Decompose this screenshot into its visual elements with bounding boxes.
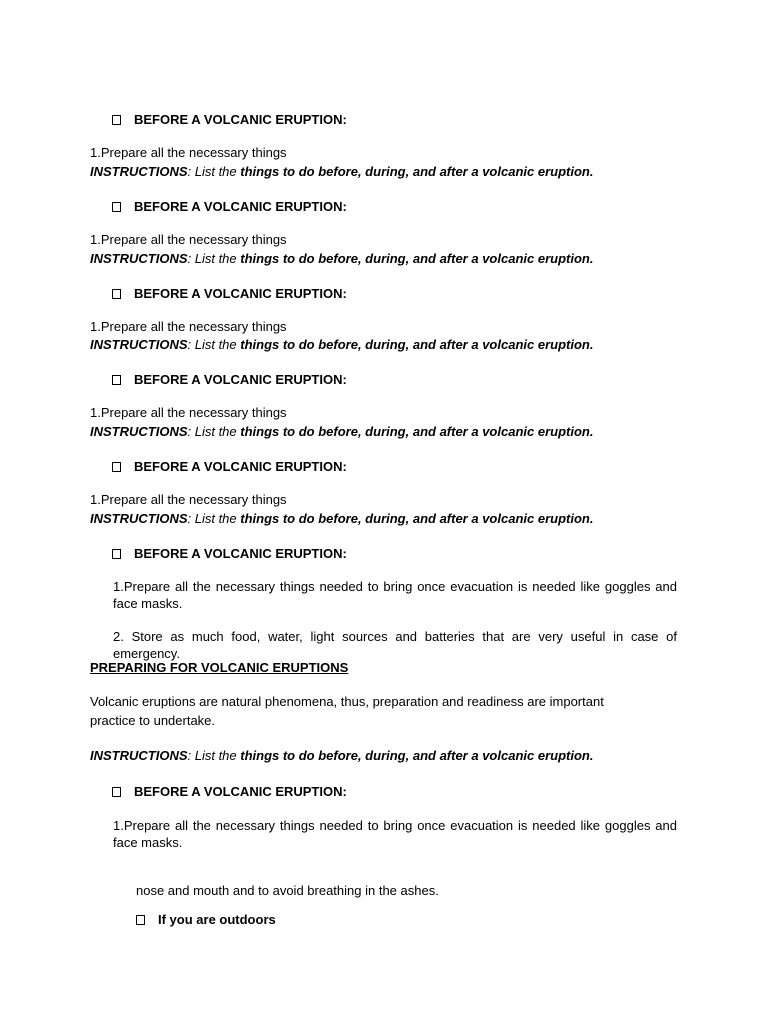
heading-text: If you are outdoors bbox=[158, 912, 276, 927]
checkbox-icon bbox=[112, 787, 121, 797]
section-heading bbox=[112, 199, 347, 214]
heading-text: BEFORE A VOLCANIC ERUPTION: bbox=[134, 546, 347, 561]
heading-text: BEFORE A VOLCANIC ERUPTION: bbox=[134, 199, 347, 214]
step-item: 1.Prepare all the necessary things bbox=[90, 232, 287, 247]
step-item: 1.Prepare all the necessary things bbox=[90, 145, 287, 160]
heading-text: BEFORE A VOLCANIC ERUPTION: bbox=[134, 372, 347, 387]
instructions-line: INSTRUCTIONS: List the things to do before, during, and after a volcanic eruption. bbox=[90, 164, 594, 179]
instructions-line: INSTRUCTIONS: List the things to do before, during, and after a volcanic eruption. bbox=[90, 337, 594, 352]
section-heading bbox=[112, 286, 347, 301]
checkbox-icon bbox=[112, 202, 121, 212]
body-text: nose and mouth and to avoid breathing in the ashes. bbox=[136, 883, 439, 898]
instructions-line: INSTRUCTIONS: List the things to do before, during, and after a volcanic eruption. bbox=[90, 424, 594, 439]
heading-text: BEFORE A VOLCANIC ERUPTION: bbox=[134, 784, 347, 799]
instructions-line: INSTRUCTIONS: List the things to do before, during, and after a volcanic eruption. bbox=[90, 511, 594, 526]
step-item: 1.Prepare all the necessary things needed to bring once evacuation is needed like goggles and face masks. bbox=[113, 818, 677, 850]
step-item: 1.Prepare all the necessary things bbox=[90, 319, 287, 334]
section-heading bbox=[112, 546, 347, 561]
step-item: 1.Prepare all the necessary things bbox=[90, 492, 287, 507]
section-heading bbox=[112, 459, 347, 474]
section-title: PREPARING FOR VOLCANIC ERUPTIONS bbox=[90, 660, 349, 675]
checkbox-icon bbox=[112, 115, 121, 125]
checkbox-icon bbox=[112, 462, 121, 472]
intro-paragraph: Volcanic eruptions are natural phenomena, thus, preparation and readiness are important practice to undertake. bbox=[90, 694, 604, 728]
step-item: 2. Store as much food, water, light sources and batteries that are very useful in case of emergency. bbox=[113, 629, 677, 661]
section-heading bbox=[112, 784, 347, 799]
checkbox-icon bbox=[112, 375, 121, 385]
heading-text: BEFORE A VOLCANIC ERUPTION: bbox=[134, 286, 347, 301]
step-item: 1.Prepare all the necessary things bbox=[90, 405, 287, 420]
checkbox-icon bbox=[136, 915, 145, 925]
heading-text: BEFORE A VOLCANIC ERUPTION: bbox=[134, 459, 347, 474]
subsection-heading bbox=[136, 912, 276, 927]
checkbox-icon bbox=[112, 289, 121, 299]
heading-text: BEFORE A VOLCANIC ERUPTION: bbox=[134, 112, 347, 127]
section-heading bbox=[112, 112, 347, 127]
section-heading bbox=[112, 372, 347, 387]
instructions-line: INSTRUCTIONS: List the things to do before, during, and after a volcanic eruption. bbox=[90, 251, 594, 266]
instructions-line: INSTRUCTIONS: List the things to do before, during, and after a volcanic eruption. bbox=[90, 748, 594, 763]
step-item: 1.Prepare all the necessary things needed to bring once evacuation is needed like goggles and face masks. bbox=[113, 579, 677, 611]
checkbox-icon bbox=[112, 549, 121, 559]
